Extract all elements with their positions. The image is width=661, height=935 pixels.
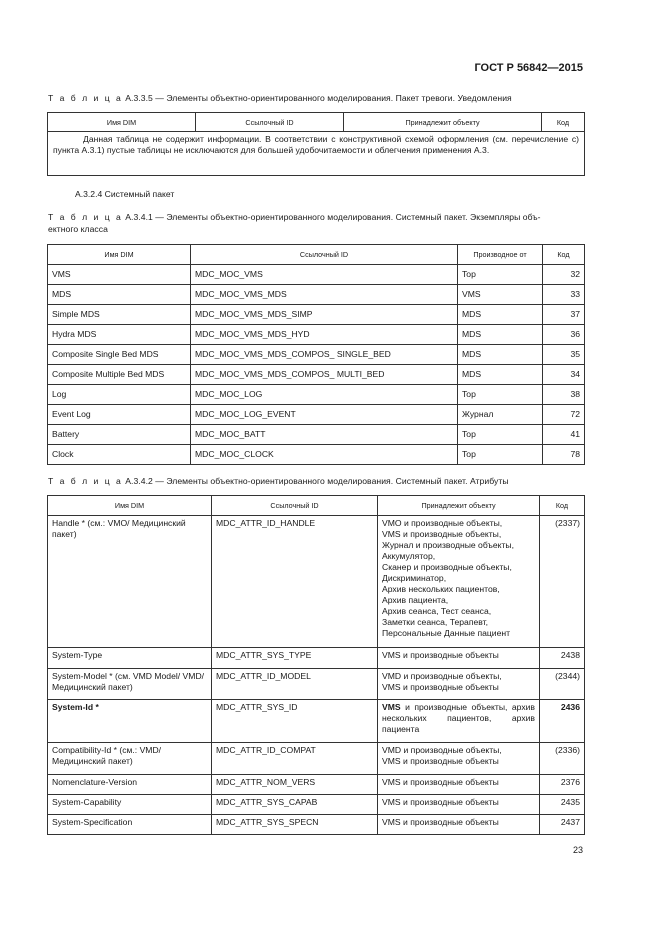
cell-owner [378,775,540,795]
cell-dim-name [48,669,212,700]
cell-dim-name [48,700,212,743]
owner-line: Сканер и производные объекты, [382,562,512,572]
table2-caption-prefix: Т а б л и ц а [48,212,123,222]
table2-caption [48,211,588,235]
owner-line: Аккумулятор, [382,551,436,561]
cell-reference-id: MDC_ATTR_ID_HANDLE [212,516,378,648]
cell-owner [378,815,540,835]
cell-dim-name: Simple MDS [48,305,191,325]
table1-header-code: Код [542,113,585,132]
cell-derived-from: Журнал [458,405,543,425]
cell-dim-name [48,648,212,669]
cell-code: 33 [543,285,585,305]
owner-line: VMS и производные объекты [382,650,499,660]
table-row [48,775,585,795]
owner-line: VMS и производные объекты [382,756,499,766]
dim-name-text: System-Id * [52,702,99,712]
cell-code: 36 [543,325,585,345]
cell-reference-id: MDC_MOC_BATT [191,425,458,445]
cell-reference-id: MDC_MOC_VMS_MDS [191,285,458,305]
dim-name-text: System-Capability [52,797,122,807]
cell-code: 2438 [540,648,585,669]
table-system-attributes [47,495,585,835]
cell-code: 32 [543,265,585,285]
cell-reference-id: MDC_ATTR_SYS_TYPE [212,648,378,669]
table-system-instances [47,244,585,465]
cell-derived-from: MDS [458,305,543,325]
table1-caption-prefix: Т а б л и ц а [48,93,123,103]
section-heading: А.3.2.4 Системный пакет [75,189,175,199]
cell-code: (2344) [540,669,585,700]
cell-code: (2337) [540,516,585,648]
owner-line: VMD и производные объекты, [382,745,502,755]
cell-code: 2437 [540,815,585,835]
dim-name-text: System-Type [52,650,103,660]
cell-reference-id: MDC_MOC_LOG [191,385,458,405]
table-row [48,265,585,285]
table3-header-code: Код [540,496,585,516]
table-row [48,445,585,465]
table3-header-dim: Имя DIM [48,496,212,516]
owner-text: и производные объекты, архив нескольких пациентов, архив пациента [382,702,535,734]
cell-reference-id: MDC_MOC_VMS_MDS_HYD [191,325,458,345]
cell-dim-name: Event Log [48,405,191,425]
owner-line: Архив нескольких пациентов, [382,584,500,594]
cell-owner [378,648,540,669]
table-row [48,795,585,815]
table2-caption-line2: ектного класса [48,224,108,234]
cell-dim-name [48,795,212,815]
cell-derived-from: MDS [458,345,543,365]
table3-header-owner: Принадлежит объекту [378,496,540,516]
cell-reference-id: MDC_ATTR_SYS_CAPAB [212,795,378,815]
owner-bold: VMS [382,702,401,712]
cell-derived-from: MDS [458,325,543,345]
cell-code: 37 [543,305,585,325]
table-row [48,305,585,325]
dim-name-text: Handle * (см.: VMO/ Медицинский пакет) [52,518,186,539]
table-row [48,365,585,385]
cell-reference-id: MDC_MOC_LOG_EVENT [191,405,458,425]
cell-code: 34 [543,365,585,385]
dim-name-text: Nomenclature-Version [52,777,138,787]
owner-line: Архив пациента, [382,595,449,605]
cell-reference-id: MDC_MOC_VMS_MDS_SIMP [191,305,458,325]
cell-reference-id: MDC_ATTR_ID_COMPAT [212,743,378,775]
cell-owner [378,743,540,775]
table1-note: Данная таблица не содержит информации. В соответствии с конструктивной схемой оформления (см. перечисление с) пункта А.3.1) пустые таблицы не исключаются для большей удобочитаемости и облегчения применения А.3. [48,132,585,176]
cell-code: (2336) [540,743,585,775]
cell-dim-name: Hydra MDS [48,325,191,345]
cell-reference-id: MDC_MOC_VMS [191,265,458,285]
owner-line: Дискриминатор, [382,573,447,583]
cell-derived-from: Top [458,385,543,405]
owner-line: Журнал и производные объекты, [382,540,514,550]
table-row [48,405,585,425]
table1-caption [48,92,512,104]
cell-owner [378,516,540,648]
cell-code: 38 [543,385,585,405]
owner-line: VMS и производные объекты [382,777,499,787]
owner-line: VMS и производные объекты [382,797,499,807]
cell-derived-from: Top [458,265,543,285]
dim-name-text: System-Specification [52,817,133,827]
cell-derived-from: Top [458,425,543,445]
owner-line: VMD и производные объекты, [382,671,502,681]
owner-line: VMO и производные объекты, [382,518,503,528]
cell-code: 2376 [540,775,585,795]
cell-reference-id: MDC_ATTR_NOM_VERS [212,775,378,795]
table1-header-owner: Принадлежит объекту [344,113,542,132]
cell-derived-from: MDS [458,365,543,385]
cell-code: 2435 [540,795,585,815]
standard-designation: ГОСТ Р 56842—2015 [474,62,583,74]
table-row [48,345,585,365]
cell-derived-from: VMS [458,285,543,305]
table-row [48,285,585,305]
table-row [48,385,585,405]
owner-line: Архив сеанса, Тест сеанса, [382,606,492,616]
cell-dim-name [48,516,212,648]
cell-reference-id: MDC_ATTR_SYS_SPECN [212,815,378,835]
owner-line: VMS и производные объекты, [382,529,502,539]
table2-caption-line1: А.3.4.1 — Элементы объектно-ориентированного моделирования. Системный пакет. Экземпляры объ- [125,212,541,222]
table-row [48,516,585,648]
cell-dim-name: Log [48,385,191,405]
table-row [48,325,585,345]
cell-dim-name: Clock [48,445,191,465]
cell-dim-name [48,743,212,775]
cell-code: 2436 [540,700,585,743]
cell-code: 72 [543,405,585,425]
cell-code: 35 [543,345,585,365]
table3-caption-text: А.3.4.2 — Элементы объектно-ориентированного моделирования. Системный пакет. Атрибуты [125,476,509,486]
page-number: 23 [572,845,583,855]
cell-dim-name: MDS [48,285,191,305]
table2-header-derived: Производное от [458,245,543,265]
cell-reference-id: MDC_MOC_VMS_MDS_COMPOS_ SINGLE_BED [191,345,458,365]
table1-caption-text: А.3.3.5 — Элементы объектно-ориентированного моделирования. Пакет тревоги. Уведомления [125,93,512,103]
table1-header-dim: Имя DIM [48,113,196,132]
owner-line: VMS и производные объекты [382,682,499,692]
table2-header-id: Ссылочный ID [191,245,458,265]
cell-dim-name [48,815,212,835]
owner-line: Персональные Данные пациент [382,628,511,638]
cell-dim-name [48,775,212,795]
dim-name-text: Compatibility-Id * (см.: VMD/ Медицинский пакет) [52,745,162,766]
table-row [48,648,585,669]
cell-reference-id: MDC_ATTR_ID_MODEL [212,669,378,700]
table-row [48,815,585,835]
cell-reference-id: MDC_MOC_VMS_MDS_COMPOS_ MULTI_BED [191,365,458,385]
cell-dim-name: Battery [48,425,191,445]
cell-owner [378,795,540,815]
table-row [48,669,585,700]
cell-code: 78 [543,445,585,465]
table-alarm-notifications [47,112,585,176]
table-row [48,425,585,445]
cell-reference-id: MDC_MOC_CLOCK [191,445,458,465]
cell-dim-name: Composite Multiple Bed MDS [48,365,191,385]
cell-derived-from: Top [458,445,543,465]
owner-line: VMS и производные объекты [382,817,499,827]
table3-caption [48,475,509,487]
table-row [48,700,585,743]
cell-dim-name: VMS [48,265,191,285]
cell-reference-id: MDC_ATTR_SYS_ID [212,700,378,743]
cell-dim-name: Composite Single Bed MDS [48,345,191,365]
dim-name-text: System-Model * (см. VMD Model/ VMD/Медицинский пакет) [52,671,205,692]
table3-header-id: Ссылочный ID [212,496,378,516]
table-row [48,743,585,775]
cell-code: 41 [543,425,585,445]
cell-owner [378,700,540,743]
table2-header-code: Код [543,245,585,265]
table1-header-id: Ссылочный ID [196,113,344,132]
cell-owner [378,669,540,700]
table3-caption-prefix: Т а б л и ц а [48,476,123,486]
owner-line: Заметки сеанса, Терапевт, [382,617,488,627]
table2-header-dim: Имя DIM [48,245,191,265]
